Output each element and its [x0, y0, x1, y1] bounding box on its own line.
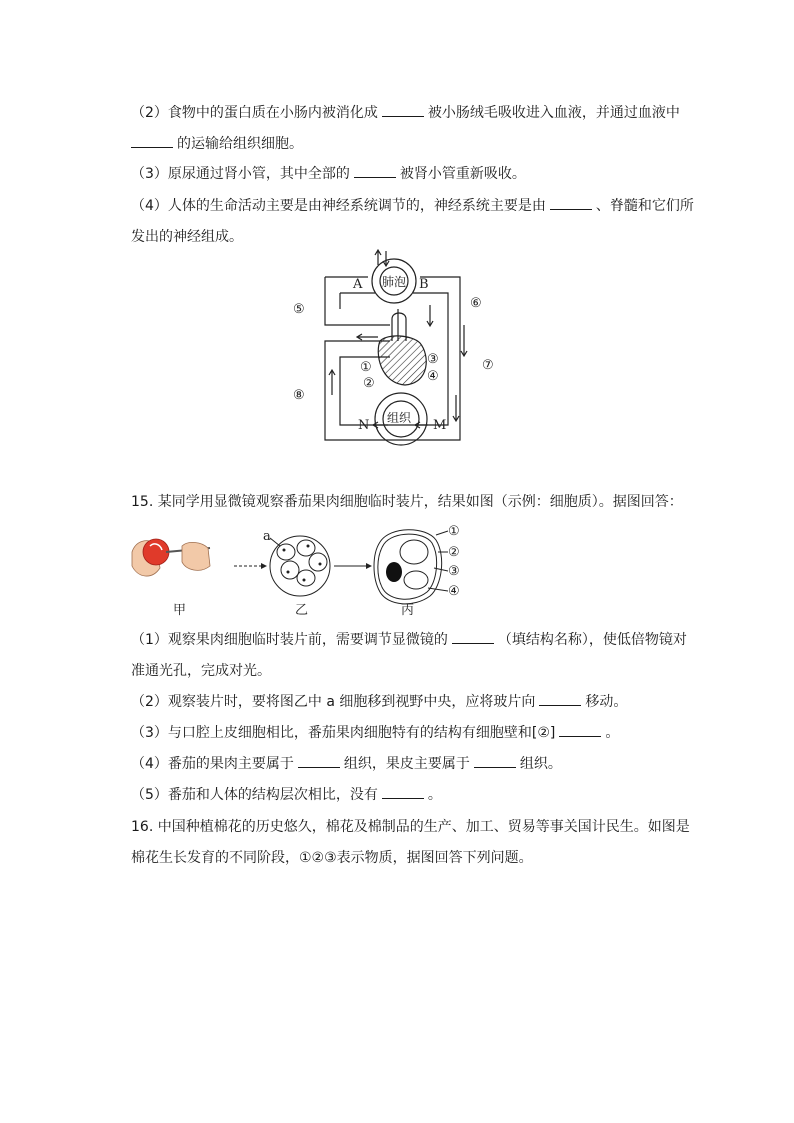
q15-stem [131, 492, 683, 512]
label-6: ⑥ [470, 296, 482, 311]
q16-line1 [131, 817, 690, 837]
label-B: B [419, 277, 429, 292]
q15-part1-text-c: 准通光孔，完成对光。 [131, 663, 271, 679]
q15-part3-line [131, 723, 619, 743]
q15-part1-line1 [131, 630, 687, 650]
label-N: N [358, 418, 370, 433]
label-1: ① [360, 360, 372, 375]
tomato-cell-figure [130, 522, 470, 622]
blood-circulation-diagram [280, 245, 510, 450]
q16-line2 [131, 848, 533, 868]
q15-part2-text-a: （2）观察装片时，要将图乙中 a 细胞移到视野中央，应将玻片向 [131, 694, 536, 710]
answer-blank[interactable] [131, 135, 173, 148]
label-bing: 丙 [401, 603, 415, 618]
answer-blank[interactable] [539, 693, 581, 706]
field-of-view [270, 536, 330, 596]
q14-part3-line [131, 164, 526, 184]
q15-part4-line [131, 754, 562, 774]
plant-cell [374, 530, 448, 604]
answer-blank[interactable] [354, 165, 396, 178]
label-jia: 甲 [173, 603, 187, 618]
q15-stem-text: 15. 某同学用显微镜观察番茄果肉细胞临时装片，结果如图（示例：细胞质）。据图回答： [131, 494, 683, 510]
answer-blank[interactable] [298, 755, 340, 768]
q14-part3-text-b: 被肾小管重新吸收。 [399, 166, 526, 182]
q15-part4-text-c: 组织。 [519, 756, 562, 772]
q16-text-2: 棉花生长发育的不同阶段，①②③表示物质，据图回答下列问题。 [131, 850, 533, 866]
q14-part2-line1 [131, 103, 680, 123]
q15-part3-text-a: （3）与口腔上皮细胞相比，番茄果肉细胞特有的结构有细胞壁和[②] [131, 725, 556, 741]
nucleus [386, 562, 402, 582]
q15-part5-text-b: 。 [427, 787, 442, 803]
cell-label-1: ① [448, 524, 460, 539]
q14-part4-text-b: 、脊髓和它们所 [595, 198, 694, 214]
label-M: M [433, 418, 447, 433]
q15-part1-line2 [131, 661, 271, 681]
q14-part2-text-b: 被小肠绒毛吸收进入血液，并通过血液中 [427, 105, 680, 121]
answer-blank[interactable] [550, 197, 592, 210]
q15-part2-text-b: 移动。 [585, 694, 628, 710]
label-2: ② [363, 376, 375, 391]
answer-blank[interactable] [474, 755, 516, 768]
label-tissue: 组织 [387, 411, 412, 425]
q14-part4-line1 [131, 196, 694, 216]
label-4: ④ [427, 369, 439, 384]
q14-part2-text-c: 的运输给组织细胞。 [177, 136, 303, 152]
q15-part5-line [131, 785, 442, 805]
hand-tomato-illustration [132, 539, 210, 576]
answer-blank[interactable] [382, 104, 424, 117]
label-3: ③ [427, 352, 439, 367]
cell-label-4: ④ [448, 584, 460, 599]
cell-label-3: ③ [448, 564, 460, 579]
cell-label-2: ② [448, 545, 460, 560]
heart [378, 336, 426, 385]
q15-part3-text-b: 。 [605, 725, 620, 741]
label-7: ⑦ [482, 358, 494, 373]
q15-part4-text-b: 组织，果皮主要属于 [343, 756, 470, 772]
q15-part1-text-a: （1）观察果肉细胞临时装片前，需要调节显微镜的 [131, 632, 448, 648]
answer-blank[interactable] [452, 631, 494, 644]
q15-part4-text-a: （4）番茄的果肉主要属于 [131, 756, 294, 772]
answer-blank[interactable] [559, 724, 601, 737]
q14-part2-line2 [131, 134, 303, 154]
label-8: ⑧ [293, 388, 305, 403]
q16-text-1: 16. 中国种植棉花的历史悠久，棉花及棉制品的生产、加工、贸易等事关国计民生。如图是 [131, 819, 690, 835]
q14-part4-line2 [131, 227, 243, 247]
answer-blank[interactable] [382, 786, 424, 799]
label-lung: 肺泡 [382, 275, 407, 289]
q15-part2-line [131, 692, 627, 712]
q14-part4-text-a: （4）人体的生命活动主要是由神经系统调节的，神经系统主要是由 [131, 198, 546, 214]
label-5: ⑤ [293, 302, 305, 317]
q14-part2-text-a: （2）食物中的蛋白质在小肠内被消化成 [131, 105, 378, 121]
label-A: A [353, 277, 363, 292]
label-a: a [263, 529, 271, 544]
q14-part4-text-c: 发出的神经组成。 [131, 229, 243, 245]
label-yi: 乙 [295, 603, 309, 618]
q15-part5-text-a: （5）番茄和人体的结构层次相比，没有 [131, 787, 378, 803]
q14-part3-text-a: （3）原尿通过肾小管，其中全部的 [131, 166, 350, 182]
q15-part1-text-b: （填结构名称），使低倍物镜对 [497, 632, 687, 648]
